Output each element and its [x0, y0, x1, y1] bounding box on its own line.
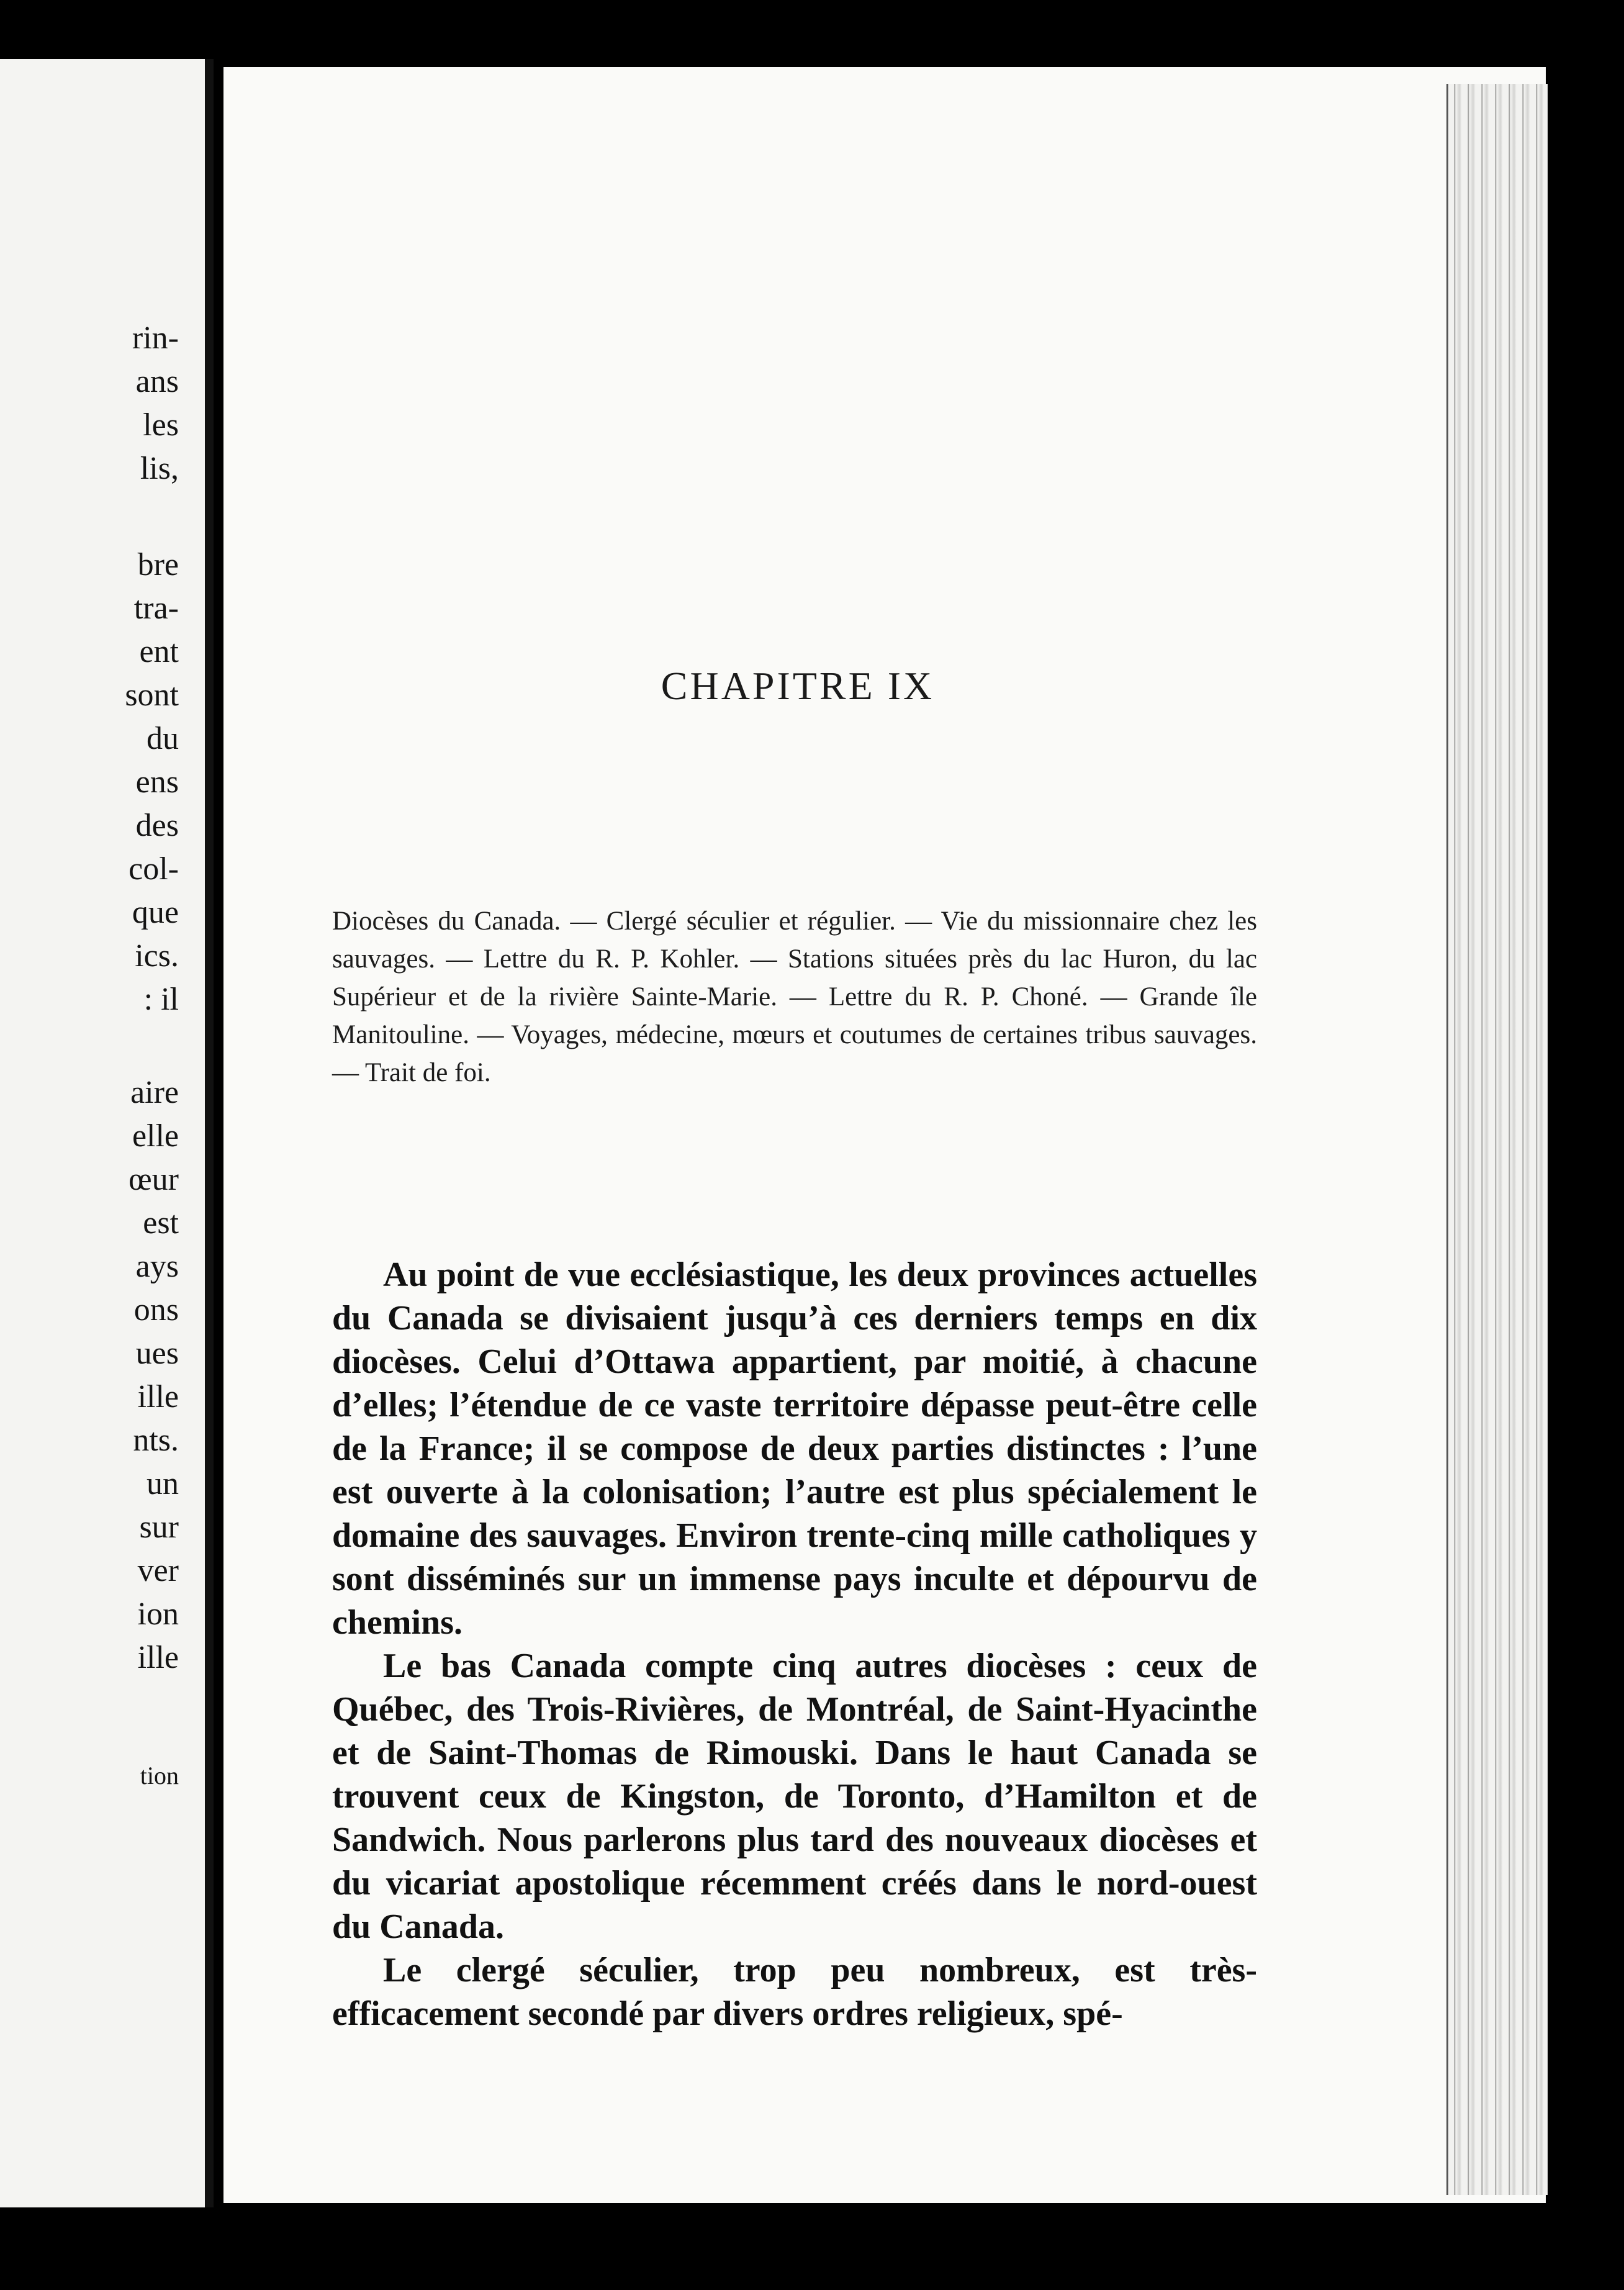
left-page-footnote-fragment: tion [140, 1762, 179, 1790]
paragraph: Le clergé séculier, trop peu nombreux, est très-efficacement secondé par divers ordres religieux, spé- [332, 1951, 1257, 2033]
left-page-line-fragment: col- [129, 851, 179, 887]
left-page-line-fragment: ays [135, 1249, 179, 1284]
left-page-line-fragment: les [143, 407, 179, 443]
body-text [332, 1253, 1257, 2035]
left-page-line-fragment: ics. [135, 938, 179, 974]
left-page-line-fragment: nts. [133, 1423, 179, 1458]
left-page-line-fragment: ens [135, 764, 179, 800]
left-page-line-fragment: sur [139, 1509, 179, 1545]
left-page-line-fragment: du [147, 721, 179, 756]
left-page-line-fragment: des [135, 808, 179, 843]
left-page-line-fragment: lis, [140, 451, 179, 486]
left-facing-page [0, 59, 214, 2207]
left-page-line-fragment: œur [129, 1162, 179, 1197]
left-page-line-fragment: elle [132, 1118, 179, 1154]
left-page-line-fragment: ion [137, 1596, 179, 1632]
left-page-line-fragment: ons [133, 1292, 179, 1328]
left-page-line-fragment: est [143, 1205, 179, 1241]
left-page-line-fragment: ans [135, 364, 179, 399]
left-page-line-fragment: tra- [133, 591, 179, 626]
left-page-line-fragment: que [132, 895, 179, 930]
right-page [223, 67, 1546, 2203]
left-page-line-fragment: : il [143, 982, 179, 1017]
left-page-line-fragment: ver [137, 1553, 179, 1588]
paragraph: Au point de vue ecclésiastique, les deux provinces actuelles du Canada se divisaient jusqu’à ces derniers temps en dix diocèses. Celui d’Ottawa appartient, par moitié, à chacune d’elles; l’étendue de ce vaste territoire dépasse peut-être celle de la France; il se compose de deux parties distinctes : l’une est ouverte à la colonisation; l’autre est plus spécialement le domaine des sauvages. Environ trente-cinq mille catholiques y sont disséminés sur un immense pays inculte et dépourvu de chemins. [332, 1256, 1257, 1642]
left-page-line-fragment: ille [137, 1379, 179, 1414]
chapter-title: CHAPITRE IX [661, 664, 935, 708]
left-page-line-fragment: ues [135, 1336, 179, 1371]
left-page-line-fragment: sont [125, 677, 179, 713]
page-fore-edge [1446, 84, 1548, 2195]
left-page-line-fragment: un [147, 1466, 179, 1501]
left-page-line-fragment: rin- [132, 320, 179, 356]
chapter-summary: Diocèses du Canada. — Clergé séculier et régulier. — Vie du missionnaire chez les sauvages. — Lettre du R. P. Kohler. — Stations situées près du lac Huron, du lac Supérieur et de la rivière Sainte-Marie. — Lettre du R. P. Choné. — Grande île Manitouline. — Voyages, médecine, mœurs et coutumes de certaines tribus sauvages. — Trait de foi. [332, 907, 1257, 1087]
left-page-line-fragment: aire [130, 1075, 179, 1110]
left-page-line-fragment: ille [137, 1640, 179, 1675]
left-page-line-fragment: bre [137, 547, 179, 582]
left-page-line-fragment: ent [139, 634, 179, 669]
paragraph: Le bas Canada compte cinq autres diocèses : ceux de Québec, des Trois-Rivières, de Montréal, de Saint-Hyacinthe et de Saint-Thomas de Rimouski. Dans le haut Canada se trouvent ceux de Kingston, de Toronto, d’Hamilton et de Sandwich. Nous parlerons plus tard des nouveaux diocèses et du vicariat apostolique récemment créés dans le nord-ouest du Canada. [332, 1647, 1257, 1946]
